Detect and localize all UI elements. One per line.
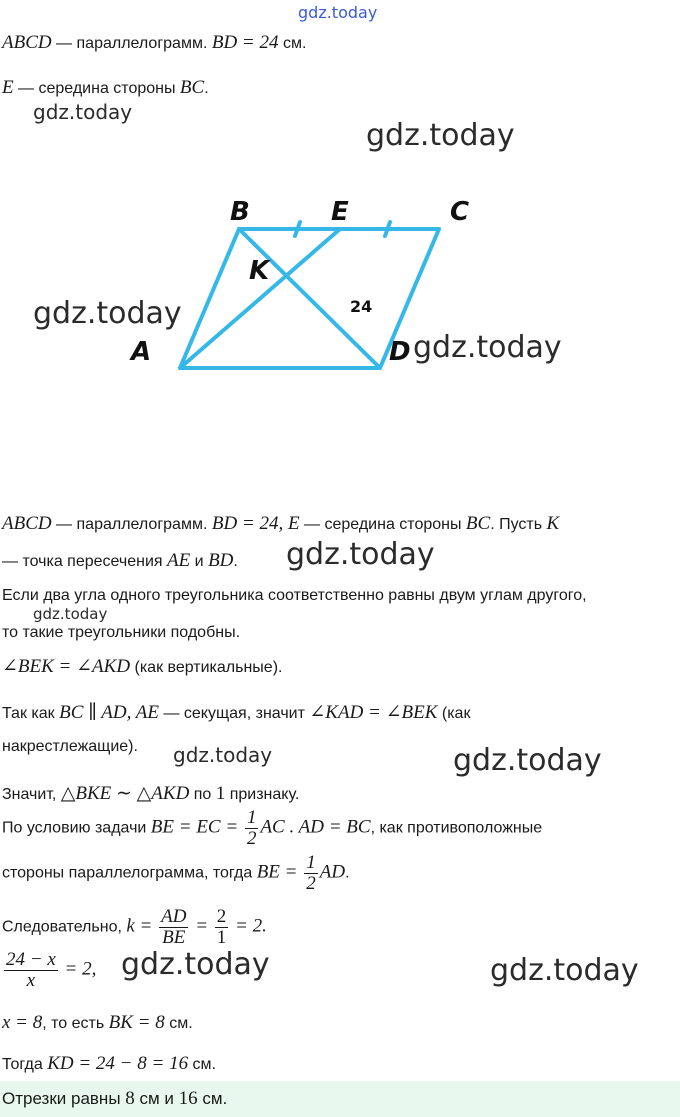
condition-line-1 [2, 32, 306, 54]
solution-line [2, 1012, 193, 1034]
math: ABCD [2, 513, 52, 534]
solution-line [2, 907, 267, 948]
vertex-label-e: E [331, 197, 349, 227]
watermark: gdz.today [286, 537, 435, 572]
vertex-label-a: A [131, 337, 152, 367]
text: см. [188, 1056, 216, 1073]
math: = 2, [59, 958, 97, 980]
math: BD = 24 [211, 32, 279, 53]
text: Отрезки равны [2, 1089, 126, 1108]
math: BE = EC = [150, 816, 243, 838]
math: BC [179, 77, 205, 98]
denominator: x [26, 970, 36, 991]
condition-line-2 [2, 77, 209, 99]
segment-label-bd: 24 [350, 297, 373, 316]
solution-line [2, 655, 282, 678]
tick-mark-ec [385, 222, 390, 236]
watermark: gdz.today [121, 947, 270, 982]
text: . [204, 80, 209, 97]
text: см. [164, 1015, 193, 1032]
math: ∠BEK = ∠AKD [2, 656, 131, 677]
text: Значит, [2, 786, 61, 803]
watermark: gdz.today [413, 330, 562, 365]
denominator: 2 [306, 873, 316, 894]
solution-line [2, 550, 238, 572]
text: Следовательно, [2, 918, 127, 936]
solution-line [2, 1053, 216, 1075]
fraction [4, 950, 58, 991]
watermark: gdz.today [298, 3, 378, 22]
text: , то есть [42, 1015, 109, 1032]
math: 16 [178, 1088, 198, 1109]
watermark: gdz.today [173, 743, 273, 767]
fraction [215, 907, 229, 948]
text: По условию задачи [2, 819, 151, 837]
solution-line [2, 701, 470, 724]
tick-mark-be [295, 222, 300, 236]
text: и [190, 553, 209, 570]
math: ABCD [2, 32, 52, 53]
theorem-line-1: Если два угла одного треугольника соответственно равны двум углам другого, [2, 587, 587, 604]
text: стороны параллелограмма, тогда [2, 864, 257, 882]
text: — параллелограмм. [51, 35, 212, 52]
text: см. [278, 35, 307, 52]
text: Тогда [2, 1056, 48, 1073]
text: — середина стороны [299, 516, 466, 533]
watermark: gdz.today [33, 605, 108, 623]
text: (как [437, 705, 471, 722]
text: — секущая, значит [159, 705, 310, 722]
numerator: 1 [306, 852, 316, 873]
text: Так как [2, 705, 60, 722]
numerator: 1 [246, 807, 257, 828]
math: E [2, 77, 14, 98]
math: AC . AD = BC [260, 816, 371, 838]
solution-line [2, 853, 350, 894]
text: . [345, 864, 350, 882]
solution-line [2, 808, 542, 849]
math: AD [319, 861, 346, 883]
text: . Пусть [490, 516, 547, 533]
fraction [304, 853, 318, 894]
math: 1 [215, 783, 226, 804]
text: — середина стороны [13, 80, 180, 97]
parallelogram-figure [0, 180, 680, 390]
solution-line [2, 782, 299, 805]
solution-line: накрестлежащие). [2, 738, 138, 755]
math: BC [465, 513, 491, 534]
watermark: gdz.today [453, 743, 602, 778]
vertex-label-k: K [249, 256, 270, 286]
text: (как вертикальные). [130, 659, 283, 676]
math: = [190, 915, 213, 937]
text: по [189, 786, 216, 803]
numerator: AD [161, 906, 187, 927]
denominator: 1 [216, 927, 227, 948]
vertex-label-c: C [450, 197, 470, 227]
text: признаку. [225, 786, 300, 803]
text: см. [197, 1089, 228, 1108]
denominator: 2 [246, 828, 257, 849]
solution-line [2, 950, 96, 991]
math: AE [167, 550, 191, 571]
math: KD = 24 − 8 = 16 [47, 1053, 189, 1074]
math: BD = 24, E [211, 513, 300, 534]
math: △BKE ∼ △AKD [60, 783, 190, 804]
math: BC ∥ AD, AE [59, 702, 160, 723]
math: K [546, 513, 560, 534]
watermark: gdz.today [33, 100, 133, 124]
denominator: BE [162, 927, 186, 948]
vertex-label-b: B [230, 197, 250, 227]
watermark: gdz.today [490, 953, 639, 988]
vertex-label-d: D [389, 337, 411, 367]
math: 8 [125, 1088, 135, 1109]
solution-line [2, 513, 559, 535]
text: , как противоположные [370, 819, 543, 837]
math: BE = [256, 861, 303, 883]
math: ∠KAD = ∠BEK [309, 702, 438, 723]
theorem-line-2: то такие треугольники подобны. [2, 624, 241, 641]
watermark: gdz.today [366, 118, 515, 153]
numerator: 2 [216, 906, 227, 927]
fraction [245, 808, 259, 849]
math: k = [126, 915, 158, 937]
text: — параллелограмм. [51, 516, 212, 533]
math: BD [208, 550, 234, 571]
fraction [159, 907, 188, 948]
numerator: 24 − x [6, 949, 56, 970]
answer-text [2, 1088, 227, 1110]
text: — точка пересечения [2, 553, 168, 570]
watermark: gdz.today [33, 296, 182, 331]
math: BK = 8 [108, 1012, 165, 1033]
math: = 2. [230, 915, 267, 937]
text: . [233, 553, 238, 570]
text: см и [134, 1089, 179, 1108]
math: x = 8 [2, 1012, 43, 1033]
